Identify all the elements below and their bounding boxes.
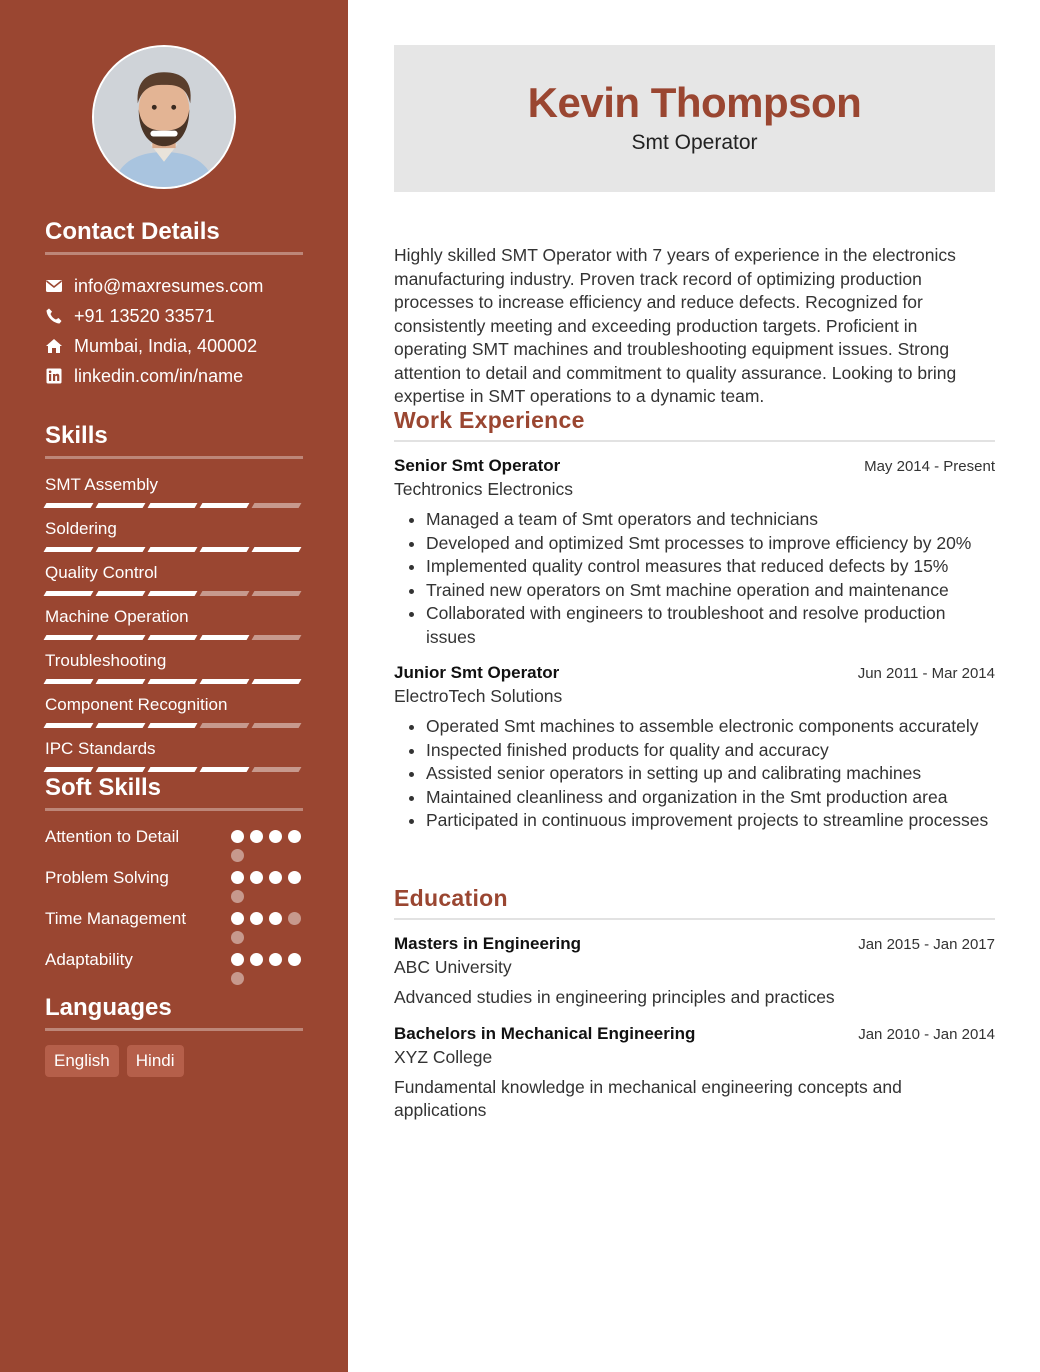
summary-text: Highly skilled SMT Operator with 7 years of experience in the electronics manufacturing industry. Proven track record of optimizing production processes to increase efficiency and reduce defects. Recognized for consistently meeting and exceeding production targets. Proficient in operating SMT machines and troubleshooting equipment issues. Strong attention to detail and commitment to quality assurance. Looking to bring expertise in SMT operations to a dynamic team. [394,245,957,406]
rating-dot [288,912,301,925]
skills-list [45,473,303,772]
job-bullet: • Managed a team of Smt operators and technicians [426,508,995,532]
skill-name: IPC Standards [45,739,156,758]
language-tag: Hindi [127,1045,184,1077]
skill-item [45,473,303,508]
rating-dot [250,912,263,925]
avatar [92,45,236,189]
skill-level-segment [252,767,302,772]
skill-level-segment [148,635,198,640]
job-role: Senior Smt Operator [394,456,561,475]
skill-level-segment [44,503,94,508]
skill-level-bar [45,591,303,596]
skill-item [45,737,303,772]
job-bullet: • Participated in continuous improvement projects to streamline processes [426,809,995,833]
skill-level-segment [44,767,94,772]
skill-item [45,649,303,684]
contact-email-text: info@maxresumes.com [74,275,264,296]
job-bullet: • Assisted senior operators in setting up and calibrating machines [426,762,995,786]
contact-section [45,218,303,391]
skill-level-segment [148,679,198,684]
languages-heading: Languages [45,994,303,1031]
soft-skill-rating [231,825,303,862]
skill-name: Troubleshooting [45,651,167,670]
job-bullet: • Collaborated with engineers to troubleshoot and resolve production issues [426,602,995,649]
rating-dot [231,890,244,903]
contact-linkedin[interactable] [45,361,303,391]
rating-dot [288,830,301,843]
soft-skill-item [45,907,303,944]
job-bullet: • Operated Smt machines to assemble electronic components accurately [426,715,995,739]
job-bullet: • Maintained cleanliness and organization in the Smt production area [426,786,995,810]
education-date: Jan 2010 - Jan 2014 [858,1025,995,1043]
skill-level-segment [200,723,250,728]
rating-dot [288,953,301,966]
skill-level-bar [45,679,303,684]
rating-dot [269,871,282,884]
soft-skill-item [45,825,303,862]
skill-level-segment [252,635,302,640]
skill-level-segment [96,591,146,596]
education-school: XYZ College [394,1046,493,1067]
contact-list [45,271,303,391]
soft-skill-name: Time Management [45,909,187,928]
contact-email[interactable] [45,271,303,301]
job-company: Techtronics Electronics [394,479,573,499]
job-date: Jun 2011 - Mar 2014 [857,665,995,682]
soft-skill-rating [231,948,303,985]
education-description: Fundamental knowledge in mechanical engineering concepts and applications [394,1076,902,1120]
soft-skill-rating [231,866,303,903]
education-section [394,885,995,1123]
sidebar [0,0,348,1372]
contact-heading: Contact Details [45,218,303,255]
skill-level-segment [252,547,302,552]
soft-skill-name: Attention to Detail [45,827,180,846]
skill-level-segment [96,723,146,728]
contact-phone-text: +91 13520 33571 [74,305,215,326]
job-bullet: • Trained new operators on Smt machine operation and maintenance [426,579,995,603]
education-degree: Masters in Engineering [394,934,582,953]
skill-level-segment [44,547,94,552]
education-school: ABC University [394,957,512,977]
job-bullets [394,508,995,649]
skill-level-segment [200,635,250,640]
rating-dot [288,871,301,884]
job-date: May 2014 - Present [864,458,995,475]
rating-dot [250,871,263,884]
job-bullet: • Implemented quality control measures that reduced defects by 15% [426,555,995,579]
rating-dot [231,912,244,925]
skill-level-segment [252,503,302,508]
soft-skills-list [45,825,303,985]
skill-level-segment [44,635,94,640]
rating-dot [231,931,244,944]
summary-section [394,244,995,409]
skill-level-segment [148,547,198,552]
rating-dot [269,912,282,925]
skill-level-segment [96,767,146,772]
languages-section [45,994,303,1077]
education-heading: Education [394,885,995,920]
education-entry [394,1024,995,1123]
soft-skill-rating [231,907,303,944]
skill-level-segment [252,679,302,684]
soft-skill-item [45,948,303,985]
rating-dot [231,830,244,843]
skill-level-segment [148,767,198,772]
rating-dot [250,830,263,843]
contact-address-text: Mumbai, India, 400002 [74,335,258,356]
skill-name: Component Recognition [45,695,228,714]
skill-level-segment [44,591,94,596]
skill-level-segment [252,723,302,728]
skill-level-bar [45,547,303,552]
language-tag: English [45,1045,119,1077]
rating-dot [250,953,263,966]
skill-level-segment [148,591,198,596]
rating-dot [231,849,244,862]
skill-name: Soldering [45,519,117,538]
rating-dot [231,972,244,985]
job-entry [394,456,995,649]
rating-dot [231,871,244,884]
skill-level-segment [200,503,250,508]
education-degree: Bachelors in Mechanical Engineering [394,1023,696,1043]
skill-item [45,605,303,640]
skill-level-segment [200,679,250,684]
soft-skills-section [45,774,303,989]
candidate-name: Kevin Thompson [527,79,862,126]
linkedin-icon [45,367,63,385]
email-icon [45,277,63,295]
languages-list [45,1045,303,1077]
skill-level-segment [96,547,146,552]
skills-heading: Skills [45,422,303,459]
contact-phone[interactable] [45,301,303,331]
contact-linkedin-text: linkedin.com/in/name [74,365,244,386]
skill-name: Machine Operation [45,607,189,626]
soft-skill-item [45,866,303,903]
job-role: Junior Smt Operator [394,663,560,682]
education-entry [394,934,995,1010]
job-bullet: • Inspected finished products for quality and accuracy [426,739,995,763]
skill-level-segment [200,767,250,772]
skill-name: SMT Assembly [45,475,159,494]
soft-skills-heading: Soft Skills [45,774,303,811]
soft-skill-name: Problem Solving [45,868,169,887]
rating-dot [269,953,282,966]
skill-level-segment [44,679,94,684]
home-icon [45,337,63,355]
skill-item [45,693,303,728]
skills-section [45,422,303,772]
skill-level-bar [45,767,303,772]
rating-dot [231,953,244,966]
skill-level-segment [96,635,146,640]
phone-icon [45,307,63,325]
soft-skill-name: Adaptability [45,950,133,969]
rating-dot [269,830,282,843]
job-company: ElectroTech Solutions [394,686,563,706]
resume-header [394,45,995,192]
profile-photo [94,47,234,187]
skill-level-bar [45,723,303,728]
skill-level-bar [45,635,303,640]
skill-level-segment [96,679,146,684]
skill-level-segment [148,503,198,508]
skill-name: Quality Control [45,563,158,582]
skill-level-segment [200,591,250,596]
job-entry [394,663,995,833]
skill-level-segment [200,547,250,552]
job-bullet: • Developed and optimized Smt processes to improve efficiency by 20% [426,532,995,556]
skill-item [45,561,303,596]
education-description: Advanced studies in engineering principles and practices [394,987,835,1007]
skill-level-segment [252,591,302,596]
skill-level-segment [44,723,94,728]
candidate-title: Smt Operator [631,131,758,154]
education-date: Jan 2015 - Jan 2017 [858,936,995,953]
work-section [394,407,995,833]
skill-level-segment [148,723,198,728]
contact-address [45,331,303,361]
skill-level-bar [45,503,303,508]
job-bullets [394,715,995,833]
skill-item [45,517,303,552]
skill-level-segment [96,503,146,508]
work-heading: Work Experience [394,407,995,442]
